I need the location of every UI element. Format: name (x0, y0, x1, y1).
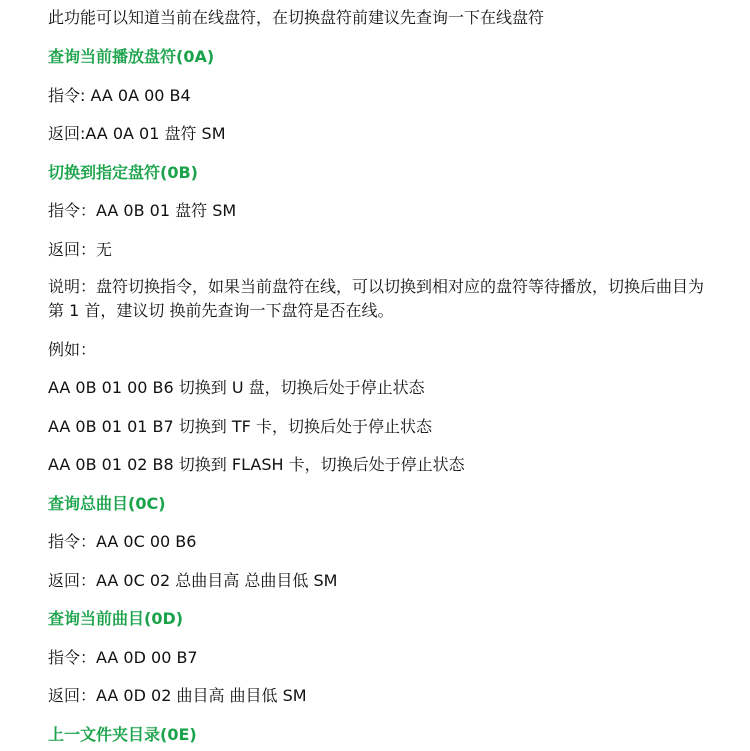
section-heading-0e: 上一文件夹目录(0E) (48, 725, 197, 744)
return-text: 返回：AA 0D 02 曲目高 曲目低 SM (48, 686, 307, 705)
command-text: 指令: AA 0A 00 B4 (48, 86, 191, 105)
return-text: 返回：无 (48, 240, 113, 259)
command-text: 指令：AA 0B 01 盘符 SM (48, 201, 237, 220)
section-heading-0c: 查询总曲目(0C) (48, 494, 166, 513)
example-label: 例如： (48, 340, 97, 359)
return-text: 返回:AA 0A 01 盘符 SM (48, 124, 226, 143)
intro-text: 此功能可以知道当前在线盘符，在切换盘符前建议先查询一下在线盘符 (48, 8, 545, 27)
description-paragraph: 说明：盘符切换指令，如果当前盘符在线，可以切换到相对应的盘符等待播放，切换后曲目为第 1 首，建议切 换前先查询一下盘符是否在线。 (48, 277, 705, 320)
example-line: AA 0B 01 00 B6 切换到 U 盘，切换后处于停止状态 (48, 378, 425, 397)
section-heading-0b: 切换到指定盘符(0B) (48, 163, 198, 182)
command-text: 指令：AA 0D 00 B7 (48, 648, 198, 667)
return-text: 返回：AA 0C 02 总曲目高 总曲目低 SM (48, 571, 338, 590)
section-heading-0a: 查询当前播放盘符(0A) (48, 47, 215, 66)
example-line: AA 0B 01 01 B7 切换到 TF 卡，切换后处于停止状态 (48, 417, 432, 436)
section-heading-0d: 查询当前曲目(0D) (48, 609, 184, 628)
example-line: AA 0B 01 02 B8 切换到 FLASH 卡，切换后处于停止状态 (48, 455, 465, 474)
command-text: 指令：AA 0C 00 B6 (48, 532, 197, 551)
